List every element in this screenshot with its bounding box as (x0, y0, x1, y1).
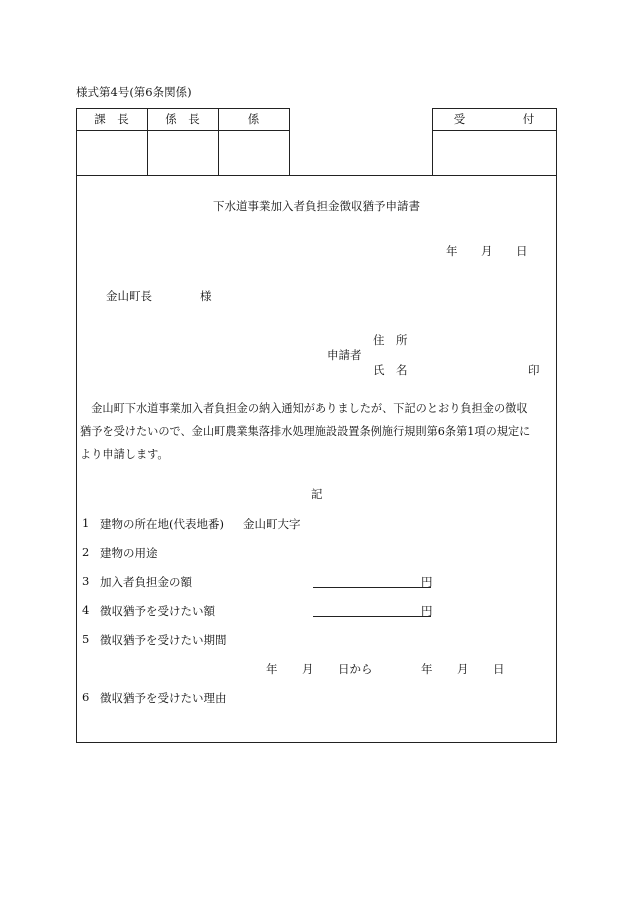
addressee-honorific: 様 (200, 289, 212, 303)
item-3-amount-line (313, 587, 431, 588)
document-title: 下水道事業加入者負担金徴収猶予申請書 (213, 199, 420, 213)
addressee-name: 金山町長 (106, 289, 152, 303)
period-from-day: 日から (338, 662, 373, 676)
item-1-value: 金山町大字 (243, 517, 301, 531)
applicant-label: 申請者 (327, 348, 362, 362)
item-3-unit: 円 (421, 575, 433, 589)
date-month: 月 (481, 244, 493, 258)
item-6-label: 徴収猶予を受けたい理由 (100, 691, 227, 705)
period-from-month: 月 (302, 662, 314, 676)
item-1-label: 建物の所在地(代表地番) (100, 517, 224, 531)
period-to-year: 年 (421, 662, 433, 676)
item-2-label: 建物の用途 (100, 546, 158, 560)
date-day: 日 (516, 244, 528, 258)
item-3-label: 加入者負担金の額 (100, 575, 192, 589)
kakaricho-label: 係 長 (165, 112, 200, 126)
body-line-2: 猶予を受けたいので、金山町農業集落排水処理施設設置条例施行規則第6条第1項の規定に (80, 425, 531, 438)
item-4-unit: 円 (421, 604, 433, 618)
item-3-number: 3 (82, 574, 90, 588)
item-5-label: 徴収猶予を受けたい期間 (100, 633, 227, 647)
kakari-label: 係 (247, 112, 260, 126)
item-4-number: 4 (82, 603, 90, 617)
item-6-number: 6 (82, 690, 90, 704)
item-4-amount-line (313, 616, 431, 617)
body-line-3: より申請します。 (80, 448, 169, 461)
seal-mark: 印 (528, 363, 540, 377)
name-label: 氏 名 (373, 363, 408, 377)
item-2-number: 2 (82, 545, 90, 559)
address-label: 住 所 (373, 333, 408, 347)
item-5-number: 5 (82, 632, 90, 646)
item-4-label: 徴収猶予を受けたい額 (100, 604, 215, 618)
kacho-label: 課 長 (94, 112, 129, 126)
form-label: 様式第4号(第6条関係) (76, 85, 192, 99)
date-year: 年 (446, 244, 458, 258)
uketsuke-label: 受 付 (453, 112, 535, 126)
period-to-month: 月 (457, 662, 469, 676)
ki-label: 記 (311, 487, 323, 501)
item-1-number: 1 (82, 516, 90, 530)
body-line-1: 金山町下水道事業加入者負担金の納入通知がありましたが、下記のとおり負担金の徴収 (80, 402, 528, 415)
period-to-day: 日 (493, 662, 505, 676)
period-from-year: 年 (266, 662, 278, 676)
